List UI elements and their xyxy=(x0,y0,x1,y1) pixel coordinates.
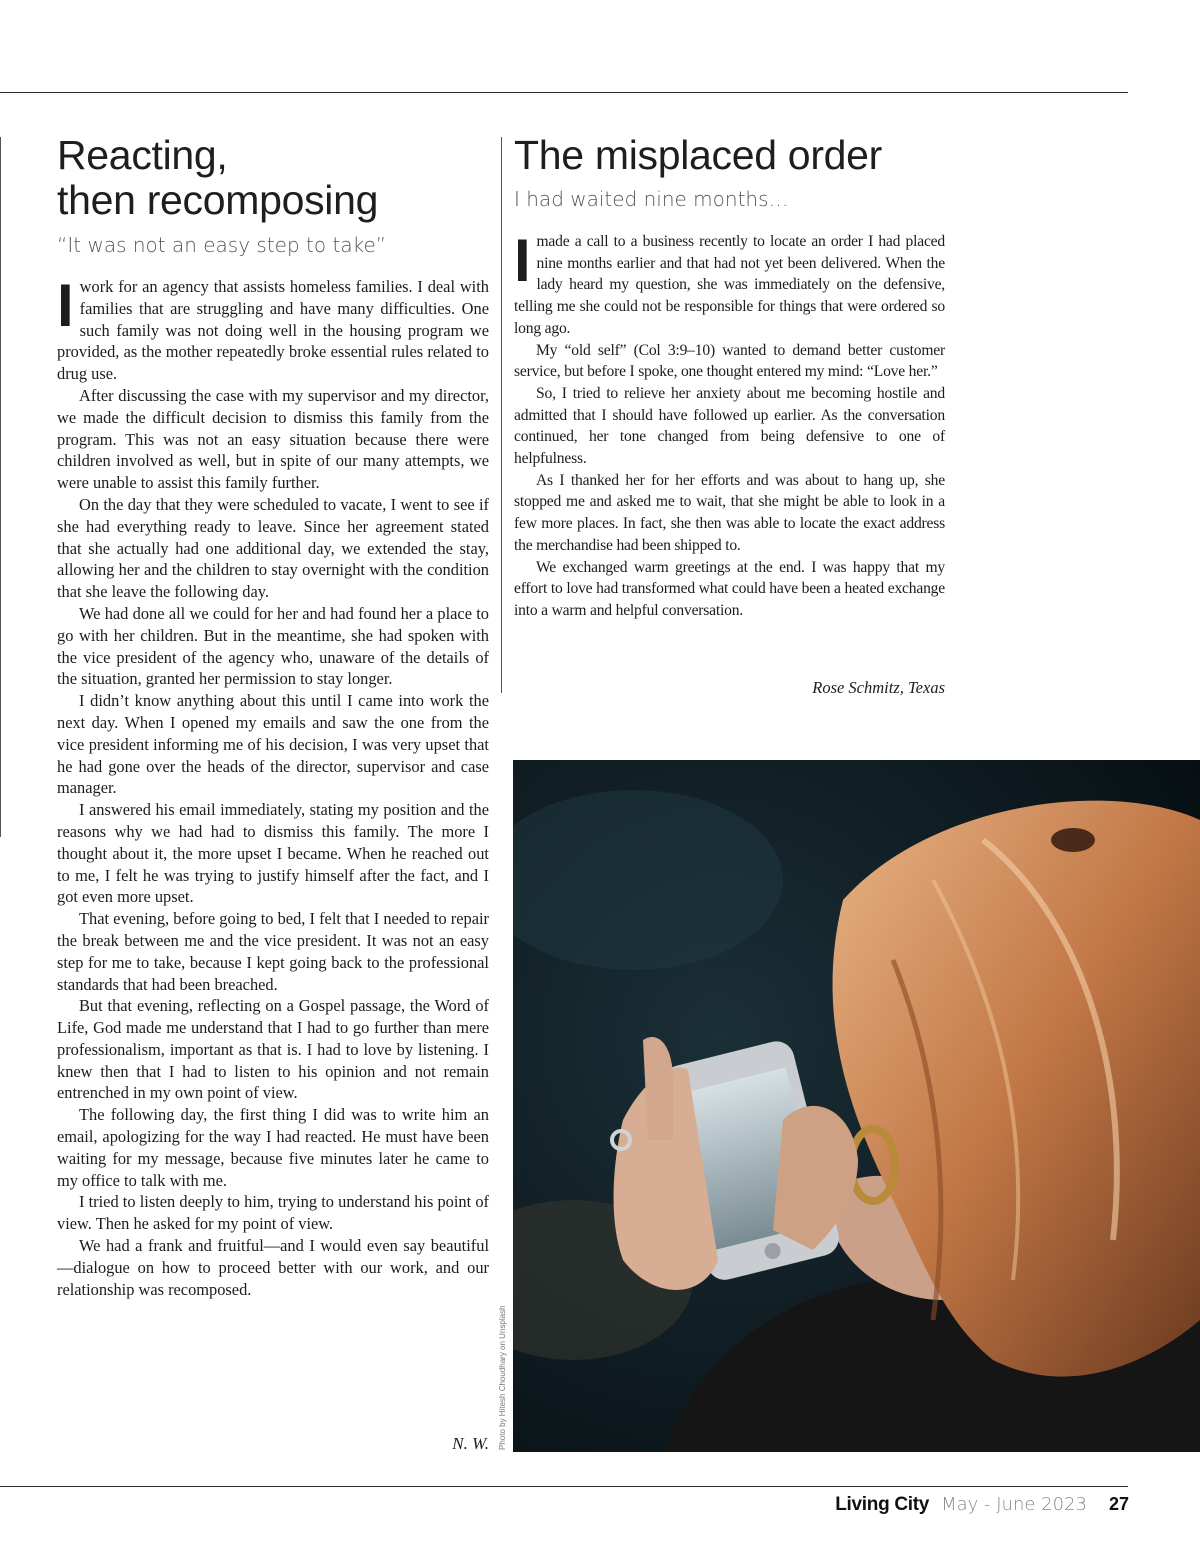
left-paragraph: On the day that they were scheduled to vacate, I went to see if she had everything ready to leave. Since her agreement stated that she actually had one additional day, we extended the stay, allowing her and the children to stay overnight with the condition that she leave the following day. xyxy=(57,494,489,602)
left-article-title xyxy=(57,133,378,223)
left-paragraph: We had done all we could for her and had found her a place to go with her children. But in the meantime, she had spoken with the vice president of the agency who, unaware of the details of the situation, granted her permission to stay longer. xyxy=(57,603,489,689)
left-paragraph: After discussing the case with my supervisor and my director, we made the difficult decision to dismiss this family from the program. This was not an easy situation because there were children involved as well, but in spite of our many attempts, we were unable to assist this family further. xyxy=(57,385,489,493)
photo-credit: Photo by Hitesh Choudhary on Unsplash xyxy=(498,1305,507,1450)
magazine-brand: Living City xyxy=(835,1494,930,1515)
left-dropcap: I xyxy=(57,272,74,339)
left-title-line1: Reacting, xyxy=(57,132,228,178)
left-paragraph: We had a frank and fruitful—and I would even say beautiful—dialogue on how to proceed better with our work, and our relationship was recomposed. xyxy=(57,1236,489,1299)
left-paragraph: That evening, before going to bed, I felt that I needed to repair the break between me and the vice president. It was not an easy step for me to take, because I kept going back to the professional standards that had been breached. xyxy=(57,909,489,994)
right-signature: Rose Schmitz, Texas xyxy=(812,678,945,697)
right-paragraph: As I thanked her for her efforts and was about to hang up, she stopped me and asked me to wait, that she might be able to look in a few more places. In fact, she then was able to locate the exact address the merchandise had been shipped to. xyxy=(514,471,945,554)
right-first-paragraph xyxy=(514,227,945,340)
right-article-body xyxy=(514,227,945,622)
left-first-paragraph-text: work for an agency that assists homeless families. I deal with families that are struggling and have many difficulties. One such family was not doing well in the housing program we provided, as the mother repeatedly broke essential rules related to drug use. xyxy=(57,277,489,384)
left-article-body xyxy=(57,272,489,1300)
right-paragraph: We exchanged warm greetings at the end. I was happy that my effort to love had transformed what could have been a heated exchange into a warm and helpful conversation. xyxy=(514,558,945,619)
left-paragraph: I didn’t know anything about this until I came into work the next day. When I opened my emails and saw the one from the vice president informing me of his decision, I was very upset that he had gone over the heads of the director, supervisor and case manager. xyxy=(57,691,489,798)
top-rule xyxy=(0,92,1128,93)
right-article-deck: I had waited nine months… xyxy=(514,187,789,211)
page-number: 27 xyxy=(1108,1494,1129,1514)
left-signature: N. W. xyxy=(452,1434,489,1453)
right-dropcap: I xyxy=(514,227,531,294)
left-paragraph: I answered his email immediately, stating my position and the reasons why we had had to dismiss this family. The more I thought about it, the more upset I became. When he reached out to me, I felt he was trying to justify himself after the fact, and I got even more upset. xyxy=(57,800,489,907)
page-footer xyxy=(835,1494,1129,1516)
bottom-rule xyxy=(0,1486,1128,1487)
right-first-paragraph-text: made a call to a business recently to locate an order I had placed nine months earlier and that had not yet been delivered. When the lady heard my question, she was immediately on the defensive, telling me she could not be responsible for things that were ordered so long ago. xyxy=(514,233,945,337)
left-article-deck: “It was not an easy step to take” xyxy=(57,233,387,257)
left-title-line2: then recomposing xyxy=(57,177,379,223)
woman-with-phone-illustration xyxy=(513,760,1200,1452)
article-photo xyxy=(513,760,1200,1452)
right-paragraph: So, I tried to relieve her anxiety about me becoming hostile and admitted that I should have followed up earlier. As the conversation continued, her tone changed from being defensive to one of helpfulness. xyxy=(514,384,945,468)
column-divider xyxy=(501,137,502,693)
left-paragraph: The following day, the first thing I did was to write him an email, apologizing for the way I had reacted. He must have been waiting for my message, because five minutes later he came to my office to talk with me. xyxy=(57,1105,489,1190)
right-article-title: The misplaced order xyxy=(514,132,883,178)
issue-date: May - June 2023 xyxy=(941,1494,1087,1515)
right-paragraph: My “old self” (Col 3:9–10) wanted to demand better customer service, but before I spoke, one thought entered my mind: “Love her.” xyxy=(514,341,945,381)
left-paragraph: I tried to listen deeply to him, trying to understand his point of view. Then he asked for my point of view. xyxy=(57,1192,489,1234)
left-first-paragraph xyxy=(57,272,489,385)
left-margin-line xyxy=(0,137,1,837)
left-paragraph: But that evening, reflecting on a Gospel passage, the Word of Life, God made me understand that I had to go further than mere professionalism, important as that is. I had to love by listening. I knew then that I had to listen to his opinion and not remain entrenched in my own point of view. xyxy=(57,996,489,1103)
